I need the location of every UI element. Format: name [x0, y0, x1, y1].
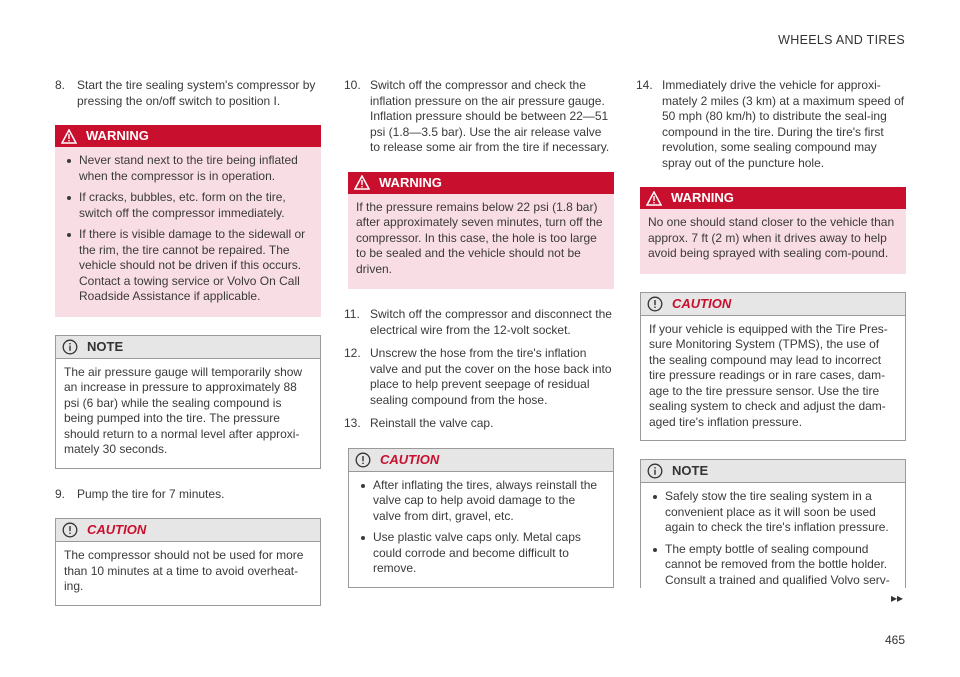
caution-box [348, 448, 614, 588]
note-header [56, 336, 320, 359]
warning-box [55, 125, 321, 317]
column-2 [344, 78, 614, 606]
warning-triangle-icon [61, 128, 77, 144]
step-13 [344, 416, 614, 432]
list-item: Safely stow the tire sealing system in a convenient place as it will soon be used again to check the tire's inflation pressure. [649, 489, 897, 536]
step-8 [55, 78, 321, 109]
list-item: After inflating the tires, always reinstall the valve cap to help avoid damage to the valve from dirt, gravel, etc. [357, 478, 605, 525]
page-number: 465 [884, 633, 905, 647]
list-item: If cracks, bubbles, etc. form on the tire, switch off the compressor immediately. [63, 190, 313, 221]
next-page-arrow-icon: ▸▸ [890, 591, 903, 605]
caution-header [641, 293, 905, 316]
warning-header [640, 187, 906, 209]
step-text: Reinstall the valve cap. [370, 416, 494, 430]
caution-body: If your vehicle is equipped with the Tire Pres-sure Monitoring System (TPMS), the use of the sealing compound may lead to incorrect tire pressure readings or in rare cases, dam-age to the tire pressure sensor. Use the tire sealing system to check and adjust the dam-aged tire's inflation pressure. [649, 321, 888, 429]
step-number: 10. [344, 78, 361, 92]
info-circle-icon [647, 463, 663, 479]
note-header [641, 460, 905, 483]
caution-body: The compressor should not be used for more than 10 minutes at a time to avoid overheat-ing. [64, 548, 304, 593]
note-title: NOTE [87, 338, 124, 354]
list-item: If there is visible damage to the sidewall or the rim, the tire cannot be repaired. The vehicle should not be driven if this occurs. Contact a towing service or Volvo On Call Roadside Assistance if applicable. [63, 227, 313, 305]
step-number: 12. [344, 346, 361, 360]
step-number: 13. [344, 416, 361, 430]
column-1 [55, 78, 321, 624]
step-text: Start the tire sealing system's compressor by pressing the on/off switch to position I. [77, 78, 316, 108]
step-number: 8. [55, 78, 66, 92]
step-text: Pump the tire for 7 minutes. [77, 486, 225, 501]
caution-body [349, 472, 613, 587]
caution-title: CAUTION [380, 451, 440, 467]
step-9 [55, 487, 321, 503]
note-box [640, 459, 906, 588]
warning-body: If the pressure remains below 22 psi (1.8 bar) after approximately seven minutes, turn off the compressor. In this case, the hole is too large to be sealed and the vehicle should not be driven. [356, 199, 603, 276]
warning-title: WARNING [86, 128, 149, 144]
caution-box [55, 518, 321, 606]
step-12 [344, 346, 614, 408]
caution-box [640, 292, 906, 442]
warning-box [348, 172, 614, 290]
section-header: WHEELS AND TIRES [778, 33, 905, 47]
step-number: 9. [55, 486, 66, 501]
warning-title: WARNING [379, 174, 442, 190]
step-number: 11. [344, 307, 360, 321]
warning-box [640, 187, 906, 274]
caution-circle-icon [647, 296, 663, 312]
step-number: 14. [636, 78, 653, 92]
warning-header [348, 172, 614, 194]
caution-header [56, 519, 320, 542]
step-10 [344, 78, 614, 156]
caution-title: CAUTION [672, 295, 732, 311]
step-14 [636, 78, 906, 171]
step-text: Immediately drive the vehicle for approxi-mately 2 miles (3 km) at a maximum speed of 50 mph (80 km/h) to distribute the seal-ing compound in the tire. During the tire's first revolution, some sealing compound may spray out of the puncture hole. [662, 78, 905, 170]
warning-triangle-icon [646, 190, 662, 206]
column-3 [636, 78, 906, 588]
warning-title: WARNING [671, 190, 734, 206]
caution-title: CAUTION [87, 522, 147, 538]
caution-header [349, 449, 613, 472]
step-text: Switch off the compressor and check the inflation pressure on the air pressure gauge. Inflation pressure should be between 22—51 psi (1.8—3.5 bar). Use the air release valve to release some air from the tire if necessary. [370, 78, 610, 154]
warning-body: No one should stand closer to the vehicle than approx. 7 ft (2 m) when it drives away to help avoid being sprayed with sealing com-pound. [648, 215, 895, 260]
note-body: The air pressure gauge will temporarily show an increase in pressure to approximately 88 psi (6 bar) while the sealing compound is being pumped into the tire. The pressure should return to a normal level after approxi-mately 30 seconds. [64, 364, 303, 456]
step-11 [344, 307, 614, 338]
list-item: The empty bottle of sealing compound cannot be removed from the bottle holder. Consult a trained and qualified Volvo serv- [649, 542, 897, 589]
caution-circle-icon [355, 452, 371, 468]
info-circle-icon [62, 339, 78, 355]
note-box [55, 335, 321, 469]
list-item: Never stand next to the tire being inflated when the compressor is in operation. [63, 153, 313, 184]
warning-header [55, 125, 321, 147]
warning-body [55, 147, 321, 317]
warning-triangle-icon [354, 175, 370, 191]
note-body [641, 483, 905, 588]
step-text: Switch off the compressor and disconnect the electrical wire from the 12-volt socket. [370, 307, 612, 337]
caution-circle-icon [62, 522, 78, 538]
step-text: Unscrew the hose from the tire's inflation valve and put the cover on the hose back into place to help prevent seepage of residual sealing compound from the hose. [370, 346, 612, 407]
note-title: NOTE [672, 463, 709, 479]
list-item: Use plastic valve caps only. Metal caps could corrode and become difficult to remove. [357, 530, 605, 577]
